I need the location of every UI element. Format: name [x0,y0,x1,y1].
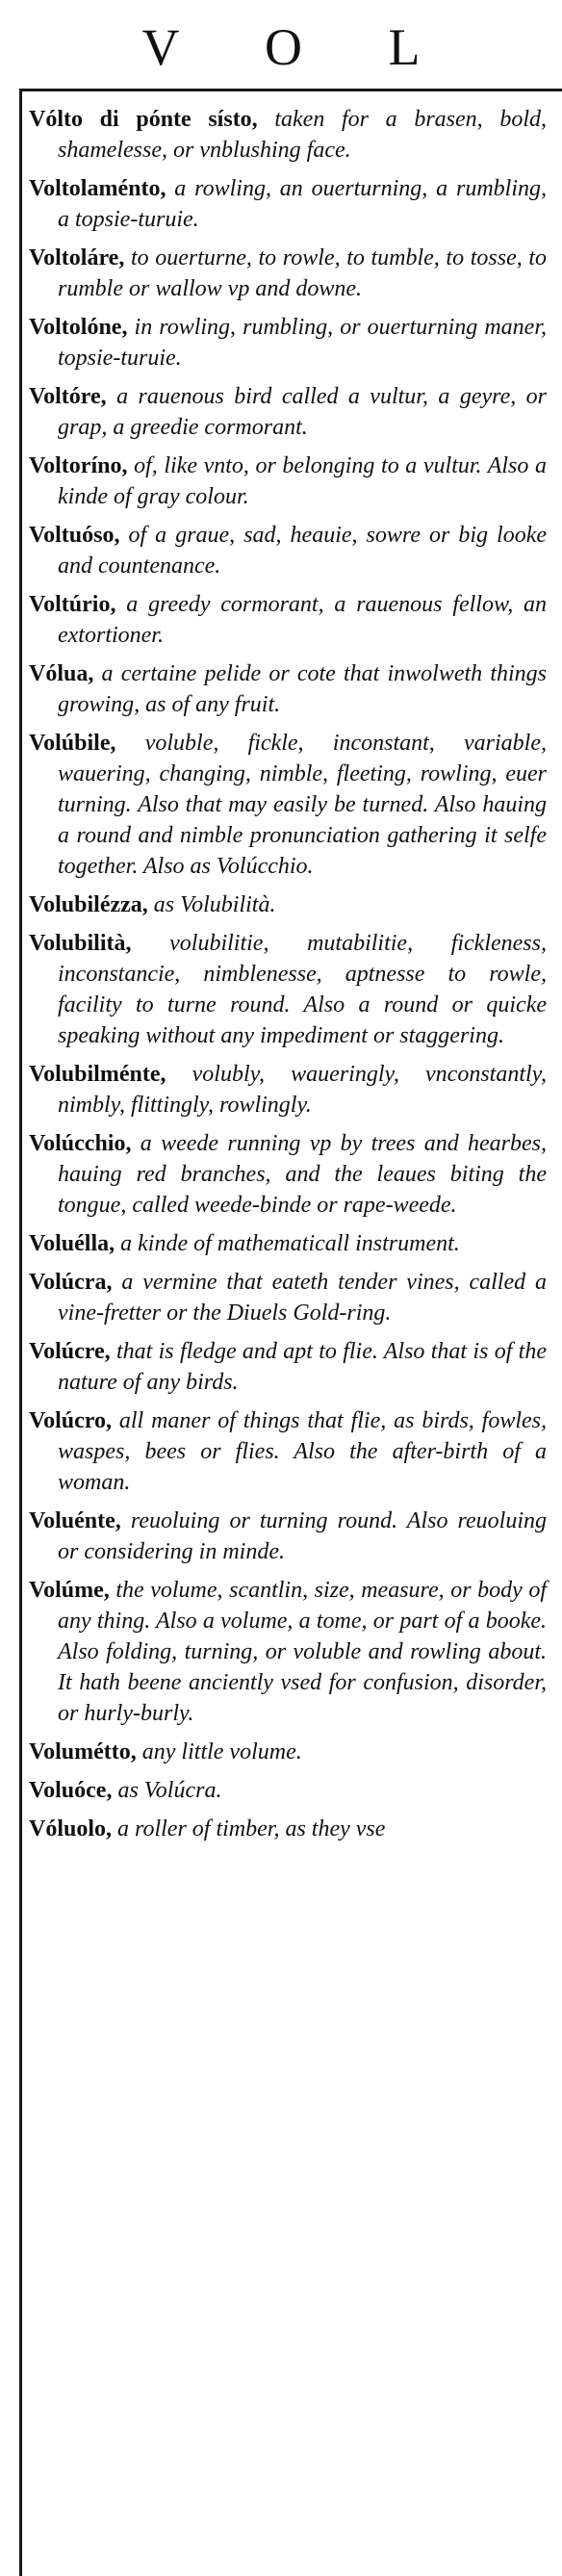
headword: Voltúrio, [29,592,116,617]
headword: Voltoláre, [29,245,125,270]
headword: Volubilménte, [29,1062,166,1087]
headword: Volúcchio, [29,1131,132,1156]
headword: Voluénte, [29,1508,121,1533]
headword: Volúbile, [29,731,116,756]
headword: Voluóce, [29,1778,113,1803]
definition: a rowling, an ouerturning, a rumbling, a topsie-turuie. [58,176,547,232]
dictionary-entry [29,928,547,1051]
dictionary-entry [29,658,547,720]
definition: of, like vnto, or belonging to a vultur. Also a kinde of gray colour. [58,453,547,509]
definition: voluble, fickle, inconstant, variable, wauering, changing, nimble, fleeting, rowling, euer turning. Also that may easily be turned. Also hauing a round and nimble pronunciation gathering it selfe together. Also as Volúcchio. [58,731,547,879]
definition: of a graue, sad, heauie, sowre or big looke and countenance. [58,523,547,579]
definition: a roller of timber, as they vse [112,1816,386,1842]
definition: in rowling, rumbling, or ouerturning maner, topsie-turuie. [58,315,547,371]
headword: Vóluolo, [29,1816,113,1842]
definition: a certaine pelide or cote that inwolweth things growing, as of any fruit. [58,661,547,717]
definition: as Volubilità. [147,892,276,917]
top-rule [19,89,562,91]
definition: a vermine that eateth tender vines, called a vine-fretter or the Diuels Gold-ring. [58,1270,547,1326]
dictionary-entry [29,312,547,374]
headword: Volúcra, [29,1270,113,1295]
definition: all maner of things that flie, as birds, fowles, waspes, bees or flies. Also the after-birth of a woman. [58,1408,547,1495]
definition: the volume, scantlin, size, measure, or body of any thing. Also a volume, a tome, or part of a booke. Also folding, turning, or voluble and rowling about. It hath beene anciently vsed for confusion, disorder, or hurly-burly. [58,1578,547,1726]
dictionary-entry [29,451,547,512]
dictionary-entry [29,1575,547,1729]
headword: Vólua, [29,661,94,686]
headword: Voltolaménto, [29,176,166,201]
dictionary-entry [29,889,547,920]
dictionary-entry [29,243,547,304]
dictionary-entry [29,1059,547,1121]
dictionary-entry [29,1506,547,1567]
definition: a greedy cormorant, a rauenous fellow, an extortioner. [58,592,547,648]
definition: that is fledge and apt to flie. Also that is of the nature of any birds. [58,1339,547,1395]
headword: Volubilézza, [29,892,148,917]
definition: a kinde of mathematicall instrument. [115,1231,460,1256]
definition: to ouerturne, to rowle, to tumble, to tosse, to rumble or wallow vp and downe. [58,245,547,301]
headword: Voltoríno, [29,453,128,478]
definition: taken for a brasen, bold, shamelesse, or vnblushing face. [58,107,547,163]
headword: Vólto di pónte sísto, [29,107,258,132]
headword: Volúcro, [29,1408,113,1433]
page-heading: V O L [141,18,457,76]
definition: a weede running vp by trees and hearbes, hauing red branches, and the leaues biting the tongue, called weede-binde or rape-weede. [58,1131,547,1218]
dictionary-entry [29,1128,547,1221]
definition: as Volúcra. [112,1778,222,1803]
left-column-rule [19,89,22,2576]
dictionary-entry [29,1405,547,1498]
entry-list [29,104,547,1852]
dictionary-entry [29,728,547,882]
dictionary-entry [29,1737,547,1767]
headword: Volumétto, [29,1739,137,1765]
headword: Volubilità, [29,931,132,956]
definition: reuoluing or turning round. Also reuoluing or considering in minde. [58,1508,547,1564]
dictionary-entry [29,1814,547,1844]
dictionary-entry [29,104,547,166]
definition: volubilitie, mutabilitie, fickleness, inconstancie, nimblenesse, aptnesse to rowle, facility to turne round. Also a round or quicke speaking without any impediment or staggering. [58,931,547,1048]
definition: any little volume. [136,1739,302,1765]
headword: Volúcre, [29,1339,111,1364]
dictionary-entry [29,1228,547,1259]
dictionary-entry [29,1775,547,1806]
headword: Voluélla, [29,1231,115,1256]
dictionary-entry [29,520,547,581]
headword: Volúme, [29,1578,110,1603]
dictionary-entry [29,1267,547,1328]
dictionary-entry [29,1336,547,1398]
headword: Voltolóne, [29,315,128,340]
definition: volubly, waueringly, vnconstantly, nimbly, flittingly, rowlingly. [58,1062,547,1118]
dictionary-entry [29,381,547,443]
headword: Voltóre, [29,384,107,409]
headword: Voltuóso, [29,523,120,548]
dictionary-entry [29,589,547,651]
dictionary-entry [29,173,547,235]
definition: a rauenous bird called a vultur, a geyre, or grap, a greedie cormorant. [58,384,547,440]
